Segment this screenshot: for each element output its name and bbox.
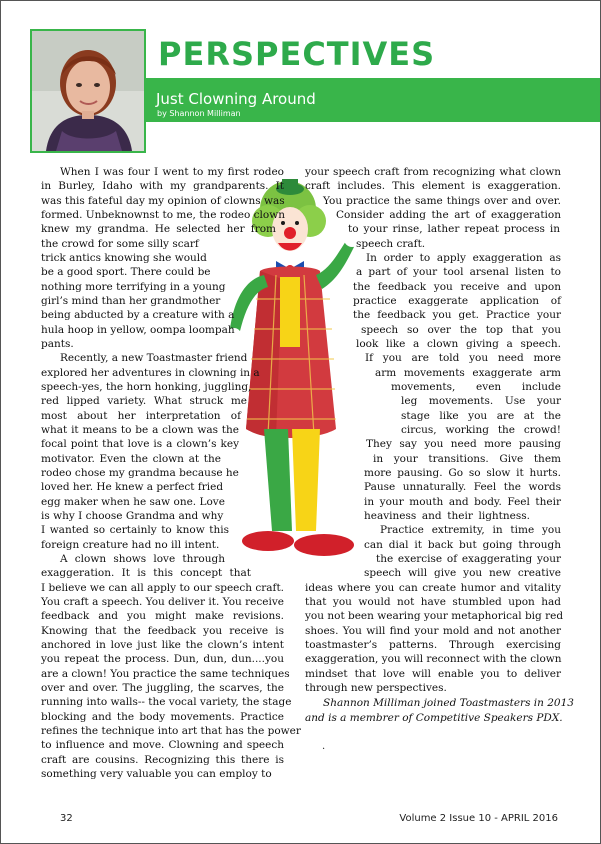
left-line: focal point that love is a clown’s key [41,438,239,451]
right-line: speech so over the top that you [361,323,561,336]
left-line: foreign creature had no ill intent. [41,538,220,551]
right-line: a part of your tool arsenal listen to [356,266,561,279]
right-line: exaggeration, you will reconnect with the clown [305,653,562,666]
left-line: When I was four I went to my first rodeo [60,166,284,178]
right-line: to your rinse, lather repeat process in [348,223,560,236]
article-title: Just Clowning Around [156,90,316,108]
author-note-line: and is a membrer of Competitive Speakers PDX. [305,711,563,724]
right-line: your speech craft from recognizing what clown [305,166,561,178]
left-line: I wanted so certainly to know this [41,524,229,537]
right-line: toastmaster’s patterns. Through exercising [305,638,561,651]
right-line: leg movements. Use your [401,395,561,408]
left-line: loved her. He knew a perfect fried [41,481,224,494]
right-line: If you are told you need more [365,352,561,365]
left-line: rodeo chose my grandma because he [41,466,239,479]
left-line: speech-yes, the horn honking, juggling, [41,380,252,393]
right-line: that you would not have stumbled upon had [305,595,561,608]
right-line: You practice the same things over and over. [323,194,561,207]
right-line: shoes. You will find your mold and not another [305,624,561,637]
right-line: in your mouth and body. Feel their [364,495,561,508]
right-line: mindset that love will enable you to deliver [305,667,561,680]
page-number: 32 [60,813,73,824]
left-line: pants. [41,337,74,350]
left-line: craft are cousins. Recognizing this there is [41,753,284,766]
right-line: you not been wearing your metaphorical big red [305,610,564,623]
section-title: PERSPECTIVES [158,35,436,73]
right-line: craft includes. This element is exaggeration. [305,180,561,193]
right-line: can dial it back but going through [364,538,561,551]
right-line: speech will give you new creative [364,567,561,580]
left-line: something very valuable you can employ to [41,767,272,780]
right-line: speech craft. [356,237,426,250]
left-line: you repeat the process. Dun, dun, dun....you [41,653,284,666]
left-line: was this fateful day my opinion of clowns was [41,194,285,207]
left-line: Knowing that the feedback you receive is [41,624,284,637]
left-line: what it means to be a clown was the [41,423,239,436]
left-line: being abducted by a creature with a [41,309,235,322]
left-line: explored her adventures in clowning in a [41,366,260,379]
left-line: hula hoop in yellow, oompa loompah [41,323,235,336]
left-line: over and over. The juggling, the scarves, the [41,681,284,694]
left-line: blocking and the body movements. Practice [41,710,284,723]
left-line: I believe we can all apply to our speech craft. [41,581,284,594]
right-line: Pause unnaturally. Feel the words [364,481,561,494]
left-line: anchored in love just like the clown’s intent [41,638,284,651]
left-line: the crowd for some silly scarf [41,237,199,250]
right-line: heaviness and their lightness. [364,509,530,522]
right-line: stage like you are at the [401,409,561,422]
left-line: are a clown! You practice the same techniques [41,667,290,680]
right-line: Consider adding the art of exaggeration [336,208,561,221]
right-line: practice exaggerate application of [353,294,561,307]
right-line: arm movements exaggerate arm [375,366,561,379]
right-line: more pausing. Go so slow it hurts. [364,466,561,479]
left-line: refines the technique into art that has the power [41,724,301,737]
left-line: is why I choose Grandma and why [41,509,224,522]
left-line: trick antics knowing she would [41,251,207,264]
left-line: egg maker when he saw one. Love [41,495,225,508]
right-line: look like a clown giving a speech. [356,337,561,350]
right-line: Practice extremity, in time you [380,524,561,537]
left-line: feedback and you might make revisions. [41,610,284,623]
left-line: nothing more terrifying in a young [41,280,226,293]
right-line: in your transitions. Give them [373,452,561,465]
left-line: motivator. Even the clown at the [41,452,221,465]
right-line: movements, even include [391,380,561,393]
left-line: running into walls-- the vocal variety, the stage [41,696,292,709]
right-line: They say you need more pausing [366,438,561,451]
left-line: exaggeration. It is this concept that [41,567,251,580]
trailing-dot: . [322,741,326,752]
left-line: red lipped variety. What struck me [41,395,247,408]
left-line: to influence and move. Clowning and speech [41,739,284,752]
issue-info: Volume 2 Issue 10 - APRIL 2016 [399,813,558,824]
right-line: ideas where you can create humor and vitality [305,581,561,594]
right-line: the exercise of exaggerating your [376,552,561,565]
right-line: circus, working the crowd! [401,423,561,436]
right-line: In order to apply exaggeration as [366,251,561,264]
left-line: most about her interpretation of [41,409,241,422]
left-line: formed. Unbeknownst to me, the rodeo clown [41,208,285,221]
article-body [1,1,601,844]
article-byline: by Shannon Milliman [157,109,241,118]
left-line: be a good sport. There could be [41,266,211,279]
left-line: in Burley, Idaho with my grandparents. It [41,180,284,193]
left-line: A clown shows love through [60,552,225,565]
right-line: the feedback you get. Practice your [353,309,561,322]
left-line: Recently, a new Toastmaster friend [60,352,248,365]
left-line: girl’s mind than her grandmother [41,294,221,307]
left-line: You craft a speech. You deliver it. You receive [41,595,284,608]
author-note-line: Shannon Milliman joined Toastmasters in 2013 [323,697,574,710]
right-line: through new perspectives. [305,681,447,694]
left-line: knew my grandma. He selected her from [41,223,276,236]
right-line: the feedback you receive and upon [353,280,561,293]
